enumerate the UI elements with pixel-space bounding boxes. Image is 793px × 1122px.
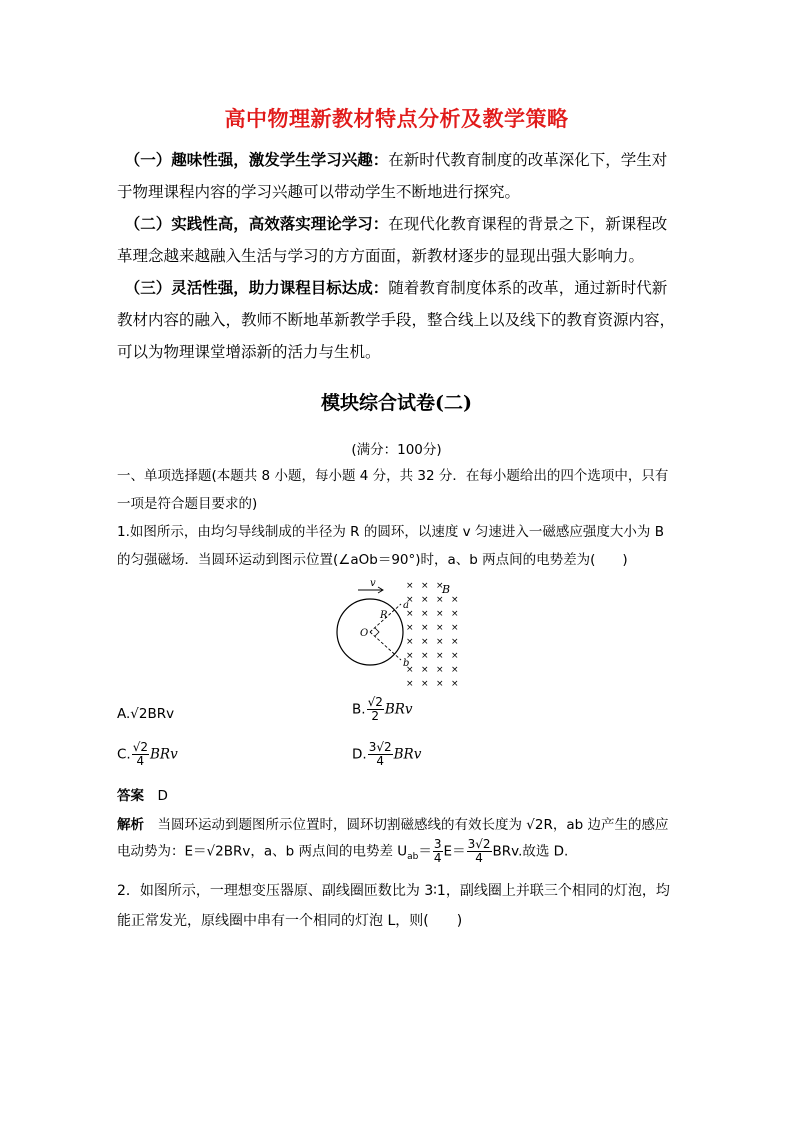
option-d-fraction <box>368 741 393 768</box>
field-mark: × <box>436 679 444 689</box>
analysis-line1 <box>117 813 669 833</box>
field-mark: × <box>436 609 444 619</box>
option-d-den: 4 <box>376 754 384 768</box>
analysis-text2: 电动势为：E＝√2BRv，a、b 两点间的电势差 U <box>117 843 408 860</box>
field-mark: × <box>451 665 459 675</box>
question2-line2: 能正常发光，原线圈中串有一个相同的灯泡 L，则( ) <box>117 913 463 929</box>
analysis-text1: 当圆环运动到题图所示位置时，圆环切割磁感线的有效长度为 √2R，ab 边产生的感应 <box>157 817 669 833</box>
intro-paragraph-2 <box>117 208 677 240</box>
field-mark: × <box>406 581 414 591</box>
option-a: A.√2BRv <box>117 706 175 722</box>
option-d <box>352 741 421 768</box>
analysis-f2-num: 3√2 <box>467 837 491 851</box>
field-mark: × <box>451 609 459 619</box>
intro-paragraph-3 <box>117 272 677 304</box>
field-mark: × <box>406 595 414 605</box>
answer-label: 答案 <box>117 788 144 804</box>
question1-line1: 1.如图所示，由均匀导线制成的半径为 R 的圆环，以速度 v 匀速进入一磁感应强度大小为 B <box>117 524 664 540</box>
field-mark: × <box>436 595 444 605</box>
intro-heading-2: （二）实践性高，高效落实理论学习： <box>124 215 389 233</box>
exam-title: 模块综合试卷(二) <box>321 392 472 414</box>
field-mark: × <box>406 665 414 675</box>
analysis-eq: ＝ <box>418 843 432 860</box>
option-d-label: D. <box>352 746 367 763</box>
question2-line1: 2．如图所示，一理想变压器原、副线圈匝数比为 3∶1，副线圈上并联三个相同的灯泡，均 <box>117 883 670 899</box>
field-mark: × <box>421 665 429 675</box>
analysis-end: BRv.故选 D. <box>492 843 569 860</box>
label-a: a <box>403 600 409 611</box>
section1-line1: 一、单项选择题(本题共 8 小题，每小题 4 分，共 32 分．在每小题给出的四个选项中，只有 <box>117 468 669 484</box>
intro-text-3b: 教材内容的融入，教师不断地革新教学手段，整合线上以及线下的教育资源内容， <box>117 311 676 329</box>
magnetic-field-marks <box>406 581 459 689</box>
field-mark: × <box>406 623 414 633</box>
option-c <box>117 741 178 768</box>
analysis-f1-den: 4 <box>433 851 442 865</box>
field-mark: × <box>406 679 414 689</box>
analysis-fraction-2 <box>467 838 492 865</box>
field-mark: × <box>436 581 444 591</box>
field-mark: × <box>451 623 459 633</box>
radius-Ob <box>370 632 401 660</box>
answer-line <box>117 784 168 804</box>
analysis-label: 解析 <box>117 817 144 833</box>
field-mark: × <box>451 595 459 605</box>
field-mark: × <box>421 595 429 605</box>
field-mark: × <box>451 679 459 689</box>
field-mark: × <box>406 651 414 661</box>
field-mark: × <box>421 581 429 591</box>
intro-section <box>117 144 677 368</box>
label-O: O <box>360 628 369 639</box>
intro-heading-1: （一）趣味性强，激发学生学习兴趣： <box>124 151 389 169</box>
option-b-tail: BRv <box>384 701 413 718</box>
analysis-f2-den: 4 <box>475 851 483 865</box>
question1-line2: 的匀强磁场．当圆环运动到图示位置(∠aOb＝90°)时，a、b 两点间的电势差为( ) <box>117 552 628 568</box>
field-mark: × <box>406 609 414 619</box>
doc-title: 高中物理新教材特点分析及教学策略 <box>224 107 569 131</box>
label-B: B <box>442 583 451 596</box>
intro-text-2b: 革理念越来越融入生活与学习的方方面面，新教材逐步的显现出强大影响力。 <box>117 247 645 265</box>
field-mark: × <box>421 609 429 619</box>
intro-paragraph-1 <box>117 144 677 176</box>
field-mark: × <box>436 651 444 661</box>
exam-score: (满分：100分) <box>351 442 442 458</box>
intro-text-3a: 随着教育制度体系的改革，通过新时代新 <box>388 279 668 297</box>
option-c-label: C. <box>117 746 131 763</box>
field-mark: × <box>436 665 444 675</box>
section1-line2: 一项是符合题目要求的) <box>117 496 258 512</box>
field-mark: × <box>421 623 429 633</box>
option-d-tail: BRv <box>393 746 422 763</box>
right-angle-mark <box>375 628 379 636</box>
option-b-label: B. <box>352 701 366 718</box>
field-mark: × <box>421 679 429 689</box>
intro-text-2a: 在现代化教育课程的背景之下，新课程改 <box>388 215 668 233</box>
analysis-f1-num: 3 <box>433 837 442 851</box>
field-mark: × <box>451 651 459 661</box>
field-mark: × <box>421 637 429 647</box>
field-mark: × <box>436 637 444 647</box>
option-d-num: 3√2 <box>368 740 392 754</box>
field-mark: × <box>421 651 429 661</box>
label-R: R <box>380 610 388 621</box>
analysis-line2 <box>117 838 568 865</box>
analysis-mid: E＝ <box>443 843 466 860</box>
field-mark: × <box>451 637 459 647</box>
label-v: v <box>370 578 376 589</box>
ring-field-figure <box>330 574 470 690</box>
option-b-den: 2 <box>371 709 380 723</box>
option-b-fraction <box>367 696 384 723</box>
option-b <box>352 696 413 723</box>
intro-text-3c: 可以为物理课堂增添新的活力与生机。 <box>117 343 381 361</box>
option-b-num: √2 <box>367 695 383 709</box>
answer-value: D <box>157 788 168 804</box>
analysis-subscript: ab <box>407 852 419 863</box>
option-c-den: 4 <box>136 754 145 768</box>
option-c-fraction <box>132 741 149 768</box>
field-mark: × <box>436 623 444 633</box>
label-b: b <box>403 658 410 669</box>
analysis-fraction-1 <box>433 838 443 865</box>
intro-text-1b: 于物理课程内容的学习兴趣可以带动学生不断地进行探究。 <box>117 183 521 201</box>
intro-text-1a: 在新时代教育制度的改革深化下，学生对 <box>388 151 668 169</box>
option-c-num: √2 <box>132 740 148 754</box>
field-mark: × <box>406 637 414 647</box>
option-c-tail: BRv <box>150 746 178 763</box>
intro-heading-3: （三）灵活性强，助力课程目标达成： <box>124 279 389 297</box>
